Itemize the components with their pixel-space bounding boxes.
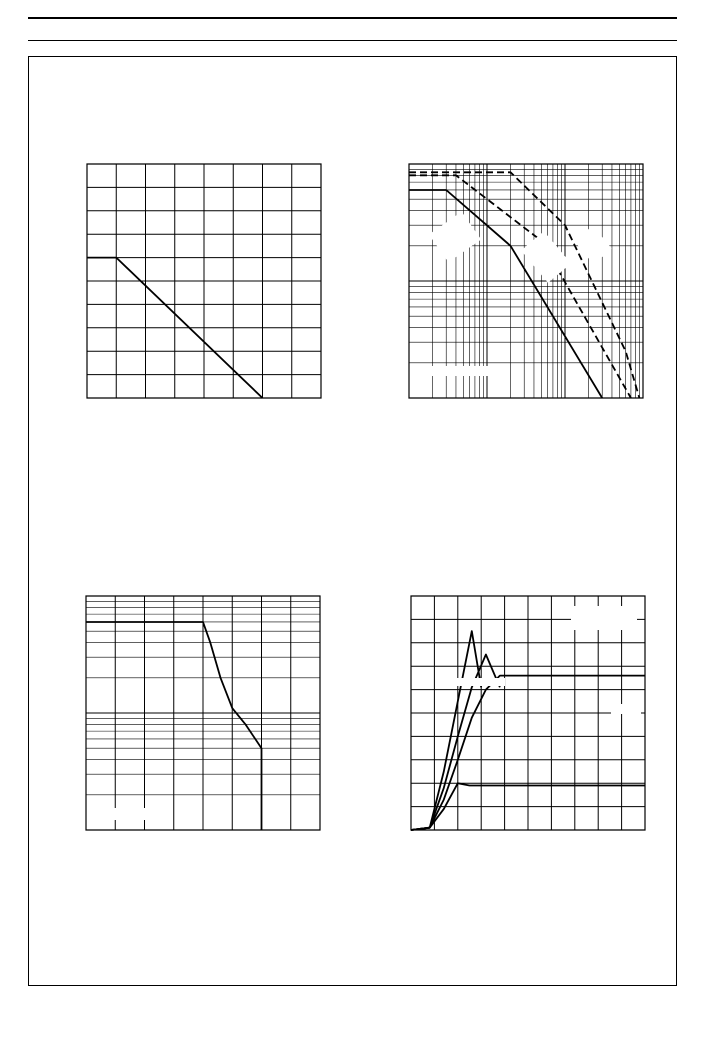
soa-grid	[409, 164, 643, 398]
output-label-mask-1	[571, 606, 637, 630]
series-line-0	[411, 631, 481, 830]
transient-grid	[86, 596, 320, 830]
output-label-mask-2	[435, 678, 505, 686]
transient-label-mask	[98, 808, 170, 820]
soa-label-mask-3	[574, 226, 612, 264]
soa-label-mask-1	[429, 212, 481, 263]
soa-chart	[409, 164, 643, 398]
derating-chart	[87, 164, 321, 398]
output-label-mask-3	[611, 704, 641, 714]
derating-grid	[87, 164, 321, 398]
output-characteristic-chart	[411, 596, 645, 830]
header-sub-rule	[28, 40, 677, 41]
soa-label-mask-4	[417, 366, 497, 376]
header-rule	[28, 17, 677, 19]
transient-chart	[86, 596, 320, 830]
